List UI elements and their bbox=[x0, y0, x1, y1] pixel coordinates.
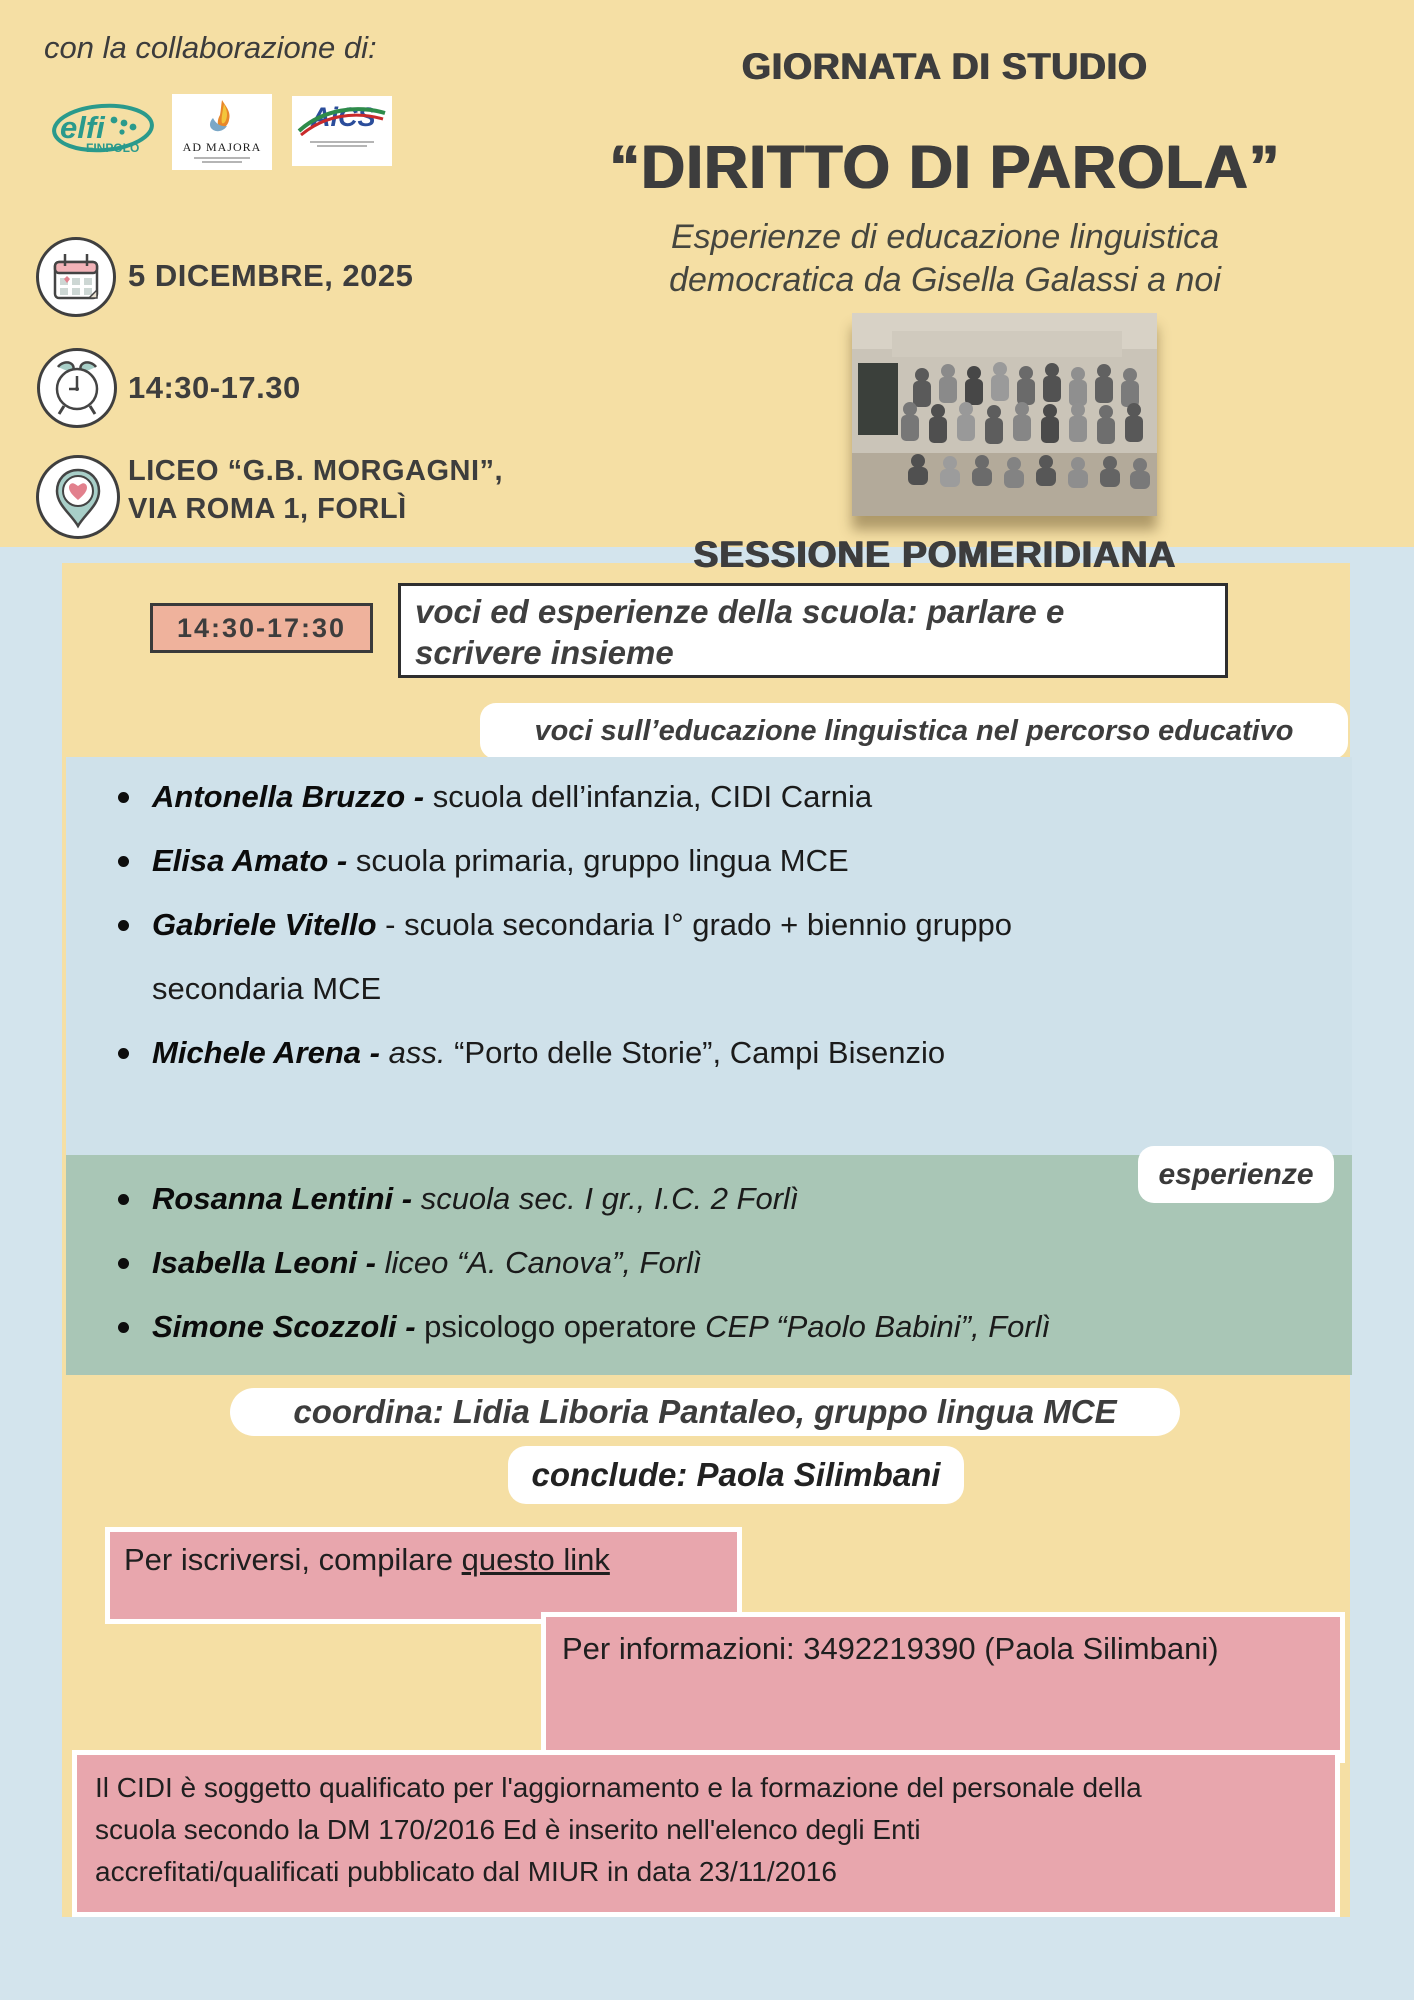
contact-info-box bbox=[541, 1612, 1345, 1763]
conclude-pill: conclude: Paola Silimbani bbox=[508, 1446, 964, 1504]
speaker-item bbox=[106, 829, 1322, 893]
event-kicker: GIORNATA DI STUDIO bbox=[742, 46, 1148, 87]
speaker-role: - scuola secondaria I° grado + biennio gruppo secondaria MCE bbox=[152, 907, 1012, 1006]
event-date: 5 DICEMBRE, 2025 bbox=[128, 258, 414, 293]
collaboration-label: con la collaborazione di: bbox=[44, 30, 377, 65]
event-location-line1: LICEO “G.B. MORGAGNI”, bbox=[128, 455, 504, 487]
coordina-pill: coordina: Lidia Liboria Pantaleo, gruppo lingua MCE bbox=[230, 1388, 1180, 1436]
speaker-role: scuola dell’infanzia, CIDI Carnia bbox=[432, 779, 873, 814]
session-title-box: voci ed esperienze della scuola: parlare e scrivere insieme bbox=[398, 583, 1228, 678]
speaker-role: scuola sec. I gr., I.C. 2 Forlì bbox=[420, 1181, 799, 1216]
registration-link[interactable]: questo link bbox=[461, 1542, 610, 1577]
class-photo bbox=[852, 313, 1157, 516]
location-icon bbox=[36, 455, 120, 539]
speaker-name: Isabella Leoni - bbox=[152, 1245, 385, 1280]
speaker-name: Rosanna Lentini - bbox=[152, 1181, 421, 1216]
speaker-name: Elisa Amato - bbox=[152, 843, 356, 878]
registration-text: Per iscriversi, compilare bbox=[124, 1542, 462, 1577]
speaker-role: CEP “Paolo Babini”, Forlì bbox=[705, 1309, 1051, 1344]
svg-text:elfi: elfi bbox=[60, 110, 105, 145]
elfi-logo-icon bbox=[52, 102, 154, 158]
speaker-role: “Porto delle Storie”, Campi Bisenzio bbox=[454, 1035, 946, 1070]
clock-icon bbox=[37, 348, 117, 428]
esperienze-badge: esperienze bbox=[1138, 1146, 1334, 1203]
note-line: accrefitati/qualificati pubblicato dal MIUR in data 23/11/2016 bbox=[95, 1856, 837, 1887]
speaker-role: psicologo operatore bbox=[424, 1309, 706, 1344]
speakers-panel-school bbox=[66, 757, 1352, 1155]
speaker-item bbox=[106, 1231, 1322, 1295]
speaker-role: liceo “A. Canova”, Forlì bbox=[384, 1245, 702, 1280]
ad-majora-smallprint bbox=[194, 157, 250, 159]
event-time: 14:30-17.30 bbox=[128, 370, 301, 405]
calendar-icon bbox=[36, 237, 116, 317]
event-subtitle-line1: Esperienze di educazione linguistica bbox=[670, 218, 1220, 256]
ad-majora-logo bbox=[172, 94, 272, 170]
speaker-role: ass. bbox=[388, 1035, 455, 1070]
elfi-finpolo-logo bbox=[52, 102, 154, 158]
speaker-item bbox=[106, 893, 1322, 1021]
speakers-list-school bbox=[66, 757, 1352, 1085]
note-line: scuola secondo la DM 170/2016 Ed è inserito nell'elenco degli Enti bbox=[95, 1814, 921, 1845]
session-time-badge: 14:30-17:30 bbox=[150, 603, 373, 653]
ad-majora-flame-icon bbox=[175, 96, 269, 140]
aics-logo bbox=[292, 96, 392, 166]
accreditation-note bbox=[72, 1750, 1340, 1917]
speaker-name: Antonella Bruzzo - bbox=[152, 779, 433, 814]
speaker-name: Gabriele Vitello bbox=[152, 907, 386, 942]
event-subtitle bbox=[560, 216, 1330, 302]
speaker-name: Michele Arena - bbox=[152, 1035, 389, 1070]
note-line: Il CIDI è soggetto qualificato per l'aggiornamento e la formazione del personale della bbox=[95, 1772, 1142, 1803]
event-title: “DIRITTO DI PAROLA” bbox=[609, 133, 1281, 201]
svg-text:AiCS: AiCS bbox=[311, 102, 376, 132]
svg-text:FINPOLO: FINPOLO bbox=[86, 141, 140, 155]
aics-smallprint bbox=[310, 141, 374, 143]
aics-swoosh-icon bbox=[295, 99, 389, 139]
class-photo-image bbox=[852, 313, 1157, 516]
registration-box bbox=[105, 1527, 742, 1624]
ad-majora-label: AD MAJORA bbox=[182, 140, 262, 154]
block1-heading-pill: voci sull’educazione linguistica nel percorso educativo bbox=[480, 703, 1348, 759]
contact-info-text: Per informazioni: 3492219390 (Paola Silimbani) bbox=[562, 1631, 1219, 1666]
speaker-item bbox=[106, 1021, 1322, 1085]
speaker-item bbox=[106, 765, 1322, 829]
speaker-name: Simone Scozzoli - bbox=[152, 1309, 425, 1344]
session-heading: SESSIONE POMERIDIANA bbox=[693, 534, 1177, 575]
event-location bbox=[128, 452, 503, 528]
event-subtitle-line2: democratica da Gisella Galassi a noi bbox=[669, 261, 1221, 299]
speaker-item bbox=[106, 1295, 1322, 1359]
speaker-role: scuola primaria, gruppo lingua MCE bbox=[355, 843, 849, 878]
event-location-line2: VIA ROMA 1, FORLÌ bbox=[128, 493, 407, 525]
